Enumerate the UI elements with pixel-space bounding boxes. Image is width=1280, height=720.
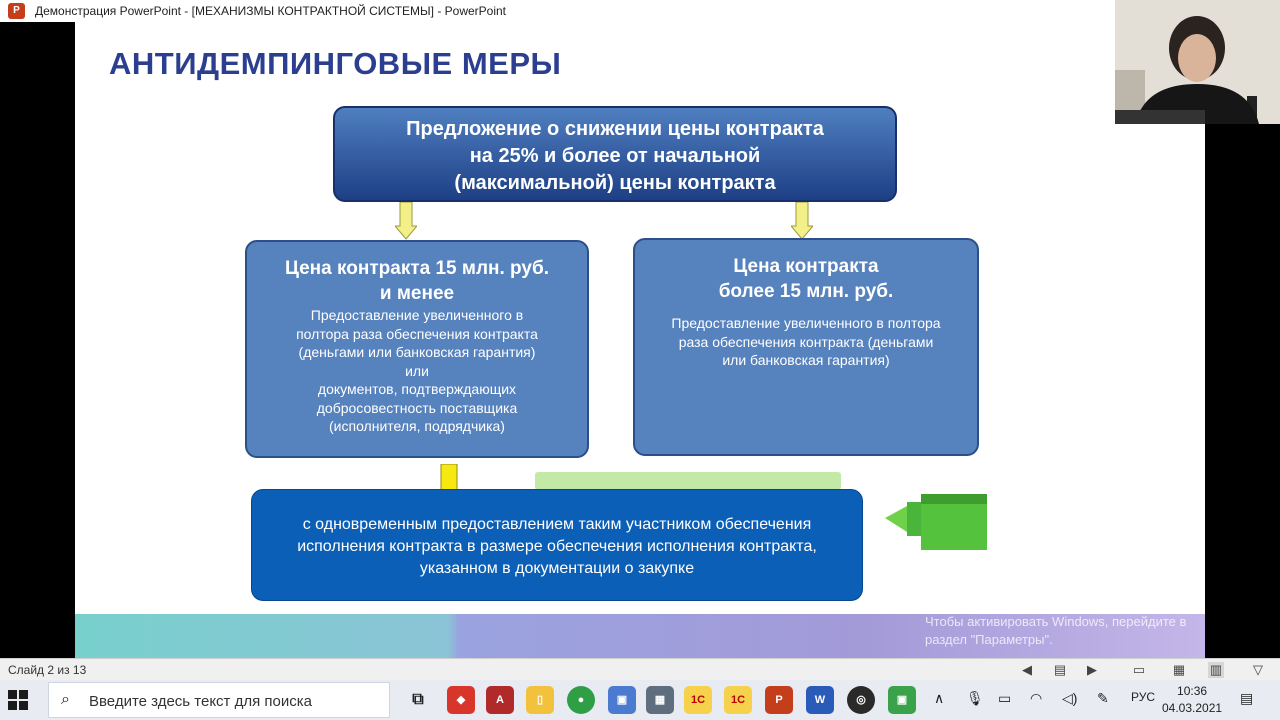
slide-counter: Слайд 2 из 13: [8, 663, 87, 677]
1c-app-icon-2[interactable]: 1С: [724, 686, 752, 714]
slide-title: АНТИДЕМПИНГОВЫЕ МЕРЫ: [109, 46, 562, 81]
powerpoint-app-icon: P: [8, 3, 25, 19]
battery-icon[interactable]: ▭: [998, 690, 1012, 706]
pdf-reader-icon[interactable]: A: [486, 686, 514, 714]
volume-icon[interactable]: ◁): [1062, 690, 1078, 706]
bottom-box-line: исполнения контракта в размере обеспечения исполнения контракта,: [297, 538, 817, 555]
activation-text: Чтобы активировать Windows, перейдите в: [925, 614, 1187, 629]
webcam-video: [1115, 0, 1280, 124]
right-box-heading: более 15 млн. руб.: [718, 281, 894, 302]
right-box-text: или банковская гарантия): [722, 352, 890, 368]
taskbar-clock[interactable]: [1162, 683, 1222, 717]
left-box-text: или: [405, 362, 429, 379]
left-box-text: Предоставление увеличенного в: [310, 307, 524, 323]
reading-view-icon[interactable]: ▥: [1209, 662, 1223, 677]
task-view-icon[interactable]: ⧉: [412, 691, 424, 708]
clock-time: 10:36: [1177, 684, 1208, 698]
left-box-text: (исполнителя, подрядчика): [329, 418, 505, 434]
windows-start-icon[interactable]: [8, 690, 28, 710]
taskbar-search-box[interactable]: [48, 682, 390, 718]
arrow-down-right-icon: [791, 202, 813, 240]
obs-icon[interactable]: ◎: [847, 686, 875, 714]
1c-app-icon[interactable]: 1С: [684, 686, 712, 714]
anydesk-icon[interactable]: ◆: [447, 686, 475, 714]
activation-text: раздел "Параметры".: [925, 632, 1053, 647]
word-taskbar-icon[interactable]: W: [806, 686, 834, 714]
arrow-down-left-icon: [395, 202, 417, 240]
left-box-heading: и менее: [379, 283, 455, 304]
highlighter-stroke: [535, 472, 841, 490]
network-app-icon[interactable]: ▣: [608, 686, 636, 714]
window-title-bar: [0, 0, 1280, 22]
language-indicator[interactable]: РУС: [1131, 690, 1156, 704]
file-explorer-icon[interactable]: ▯: [526, 686, 554, 714]
previous-slide-icon[interactable]: ◀: [1022, 662, 1032, 677]
activation-title: Активация Windows: [925, 588, 1091, 608]
slideshow-icon[interactable]: ▽: [1253, 662, 1263, 677]
search-icon: ⌕: [61, 691, 70, 708]
notification-icon[interactable]: ▤: [1240, 690, 1254, 706]
left-box-text: полтора раза обеспечения контракта: [296, 325, 538, 342]
bottom-box-line: указанном в документации о закупке: [419, 560, 695, 577]
right-box-text: Предоставление увеличенного в полтора: [671, 315, 941, 331]
top-condition-box: [333, 106, 897, 202]
grid-view-icon[interactable]: ▦: [1172, 662, 1186, 677]
normal-view-icon[interactable]: ▭: [1132, 662, 1146, 677]
next-slide-icon[interactable]: ▶: [1087, 662, 1097, 677]
right-letterbox: [1205, 124, 1280, 658]
camera-app-icon[interactable]: ▣: [888, 686, 916, 714]
powerpoint-taskbar-icon[interactable]: P: [765, 686, 793, 714]
microphone-icon[interactable]: 🎙: [966, 690, 984, 706]
bottom-box-line: с одновременным предоставлением таким участником обеспечения: [302, 516, 812, 533]
pen-icon[interactable]: ✎: [1097, 690, 1109, 706]
top-box-line: Предложение о снижении цены контракта: [406, 118, 824, 140]
slide-sorter-icon[interactable]: ▤: [1053, 662, 1067, 677]
presenter-avatar: [1115, 0, 1280, 124]
left-box-text: документов, подтверждающих: [317, 381, 517, 397]
wifi-icon[interactable]: ◠: [1030, 690, 1043, 706]
left-box-text: добросовестность поставщика: [316, 399, 518, 416]
left-box-heading: Цена контракта 15 млн. руб.: [285, 258, 549, 279]
left-condition-box: [245, 240, 589, 458]
tray-chevron-up-icon[interactable]: ∧: [934, 690, 945, 706]
left-letterbox: [0, 22, 75, 658]
top-box-line: на 25% и более от начальной: [469, 145, 761, 167]
bottom-requirement-box: [251, 489, 863, 601]
calculator-icon[interactable]: ▦: [646, 686, 674, 714]
right-condition-box: [633, 238, 979, 456]
status-bar: [0, 658, 1280, 680]
left-box-text: (деньгами или банковская гарантия): [298, 344, 536, 360]
slide-canvas[interactable]: [75, 22, 1205, 658]
search-placeholder: Введите здесь текст для поиска: [89, 693, 312, 710]
highlighter-marker-icon: [883, 484, 987, 552]
right-box-heading: Цена контракта: [733, 256, 879, 277]
right-box-text: раза обеспечения контракта (деньгами: [678, 333, 934, 350]
window-title: Демонстрация PowerPoint - [МЕХАНИЗМЫ КОНТРАКТНОЙ СИСТЕМЫ] - PowerPoint: [35, 4, 507, 18]
windows-activation-watermark: [925, 588, 1186, 649]
clock-date: 04.03.2021: [1162, 701, 1223, 715]
chrome-icon[interactable]: ●: [567, 686, 595, 714]
top-box-line: (максимальной) цены контракта: [454, 172, 776, 194]
windows-taskbar: [0, 680, 1280, 720]
